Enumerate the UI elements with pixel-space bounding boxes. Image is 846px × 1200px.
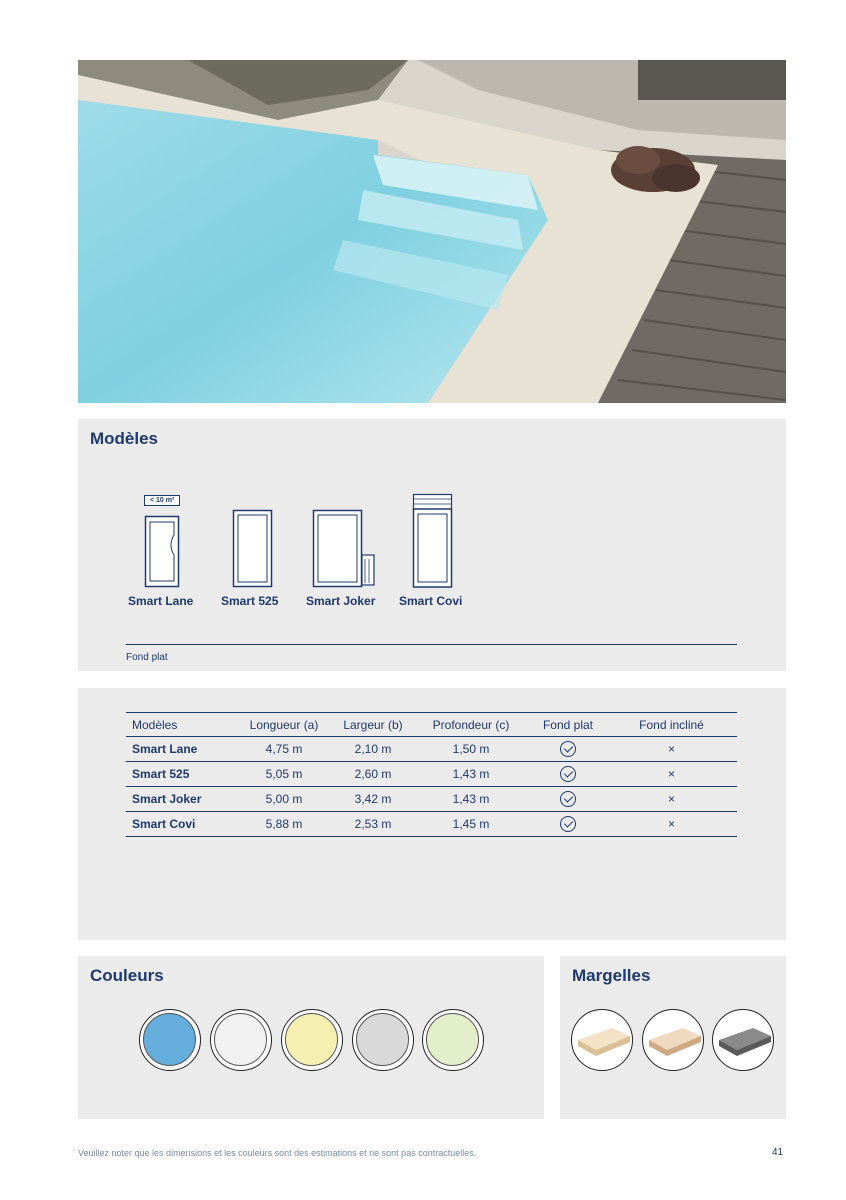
model-label-smart-lane: Smart Lane xyxy=(128,594,194,608)
model-label-smart-joker: Smart Joker xyxy=(306,594,376,608)
colors-panel xyxy=(78,956,544,1119)
swatch-fill xyxy=(214,1013,267,1066)
cell-longueur: 4,75 m xyxy=(234,737,334,762)
coping-stone-icon xyxy=(572,1010,633,1071)
color-swatch-grey[interactable] xyxy=(352,1009,414,1071)
cell-fond-plat xyxy=(530,787,606,812)
cell-model: Smart 525 xyxy=(126,762,234,787)
models-title: Modèles xyxy=(90,429,159,448)
cell-profondeur: 1,43 m xyxy=(412,787,530,812)
check-icon xyxy=(560,766,576,782)
cell-fond-incline xyxy=(606,812,737,837)
coping-stone-icon xyxy=(713,1010,774,1071)
colors-title: Couleurs xyxy=(90,966,164,985)
table-row xyxy=(126,787,737,812)
swatch-fill xyxy=(285,1013,338,1066)
cell-model: Smart Lane xyxy=(126,737,234,762)
pool-photo xyxy=(78,60,786,403)
margelle-cream[interactable] xyxy=(571,1009,633,1071)
table-row xyxy=(126,812,737,837)
models-panel xyxy=(78,419,786,671)
cell-fond-incline xyxy=(606,737,737,762)
table-header-row xyxy=(126,713,737,737)
table-row xyxy=(126,737,737,762)
header-fond-incline: Fond incliné xyxy=(606,713,737,737)
cell-fond-incline xyxy=(606,787,737,812)
cell-fond-plat xyxy=(530,762,606,787)
cross-icon: × xyxy=(667,792,675,806)
color-swatch-blue[interactable] xyxy=(139,1009,201,1071)
models-divider xyxy=(126,644,737,645)
check-icon xyxy=(560,791,576,807)
cell-largeur: 3,42 m xyxy=(334,787,412,812)
color-swatch-sand[interactable] xyxy=(281,1009,343,1071)
cell-longueur: 5,88 m xyxy=(234,812,334,837)
margelles-panel xyxy=(560,956,786,1119)
size-badge: < 10 m² xyxy=(144,495,180,506)
cell-model: Smart Joker xyxy=(126,787,234,812)
cell-largeur: 2,60 m xyxy=(334,762,412,787)
margelle-beige[interactable] xyxy=(642,1009,704,1071)
cross-icon: × xyxy=(667,742,675,756)
cross-icon: × xyxy=(667,817,675,831)
header-fond-plat: Fond plat xyxy=(530,713,606,737)
table-row xyxy=(126,762,737,787)
swatch-fill xyxy=(426,1013,479,1066)
header-longueur: Longueur (a) xyxy=(234,713,334,737)
cell-model: Smart Covi xyxy=(126,812,234,837)
swatch-fill xyxy=(356,1013,409,1066)
model-label-smart-covi: Smart Covi xyxy=(399,594,463,608)
header-profondeur: Profondeur (c) xyxy=(412,713,530,737)
dimensions-table xyxy=(126,712,737,837)
color-swatch-green[interactable] xyxy=(422,1009,484,1071)
header-largeur: Largeur (b) xyxy=(334,713,412,737)
fond-plat-label: Fond plat xyxy=(126,652,168,663)
dimensions-panel xyxy=(78,688,786,940)
color-swatch-white[interactable] xyxy=(210,1009,272,1071)
smart-525-shape-icon xyxy=(232,509,274,589)
cell-profondeur: 1,50 m xyxy=(412,737,530,762)
header-modeles: Modèles xyxy=(126,713,234,737)
cell-profondeur: 1,45 m xyxy=(412,812,530,837)
cell-fond-incline xyxy=(606,762,737,787)
coping-stone-icon xyxy=(643,1010,704,1071)
cell-largeur: 2,10 m xyxy=(334,737,412,762)
swatch-fill xyxy=(143,1013,196,1066)
smart-lane-shape-icon xyxy=(144,515,182,589)
cell-profondeur: 1,43 m xyxy=(412,762,530,787)
cell-fond-plat xyxy=(530,812,606,837)
disclaimer-note: Veuillez noter que les dimensions et les couleurs sont des estimations et ne sont pas contractuelles. xyxy=(78,1148,477,1158)
cell-largeur: 2,53 m xyxy=(334,812,412,837)
cell-fond-plat xyxy=(530,737,606,762)
check-icon xyxy=(560,741,576,757)
margelle-grey[interactable] xyxy=(712,1009,774,1071)
smart-joker-shape-icon xyxy=(312,509,378,589)
cell-longueur: 5,05 m xyxy=(234,762,334,787)
page-number: 41 xyxy=(772,1147,784,1158)
smart-covi-shape-icon xyxy=(412,493,454,589)
cell-longueur: 5,00 m xyxy=(234,787,334,812)
model-label-smart-525: Smart 525 xyxy=(221,594,279,608)
check-icon xyxy=(560,816,576,832)
cross-icon: × xyxy=(667,767,675,781)
margelles-title: Margelles xyxy=(572,966,651,985)
